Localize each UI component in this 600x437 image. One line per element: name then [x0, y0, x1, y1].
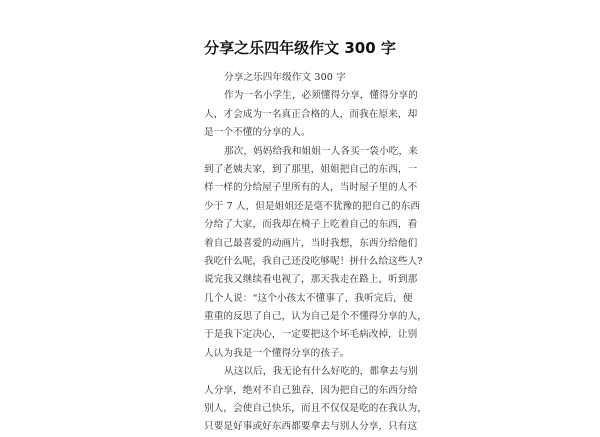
- body-line: 于是我下定决心，一定要把这个坏毛病改掉，让别: [204, 329, 418, 341]
- body-line: 说完我又继续看电视了，那天我走在路上，听到那: [204, 274, 418, 286]
- document-title: 分享之乐四年级作文 300 字: [204, 39, 396, 57]
- body-line: 从这以后，我无论有什么好吃的，都拿去与别: [224, 366, 418, 378]
- body-line: 别人，会使自己快乐，而且不仅仅是吃的在我认为，: [204, 403, 427, 415]
- body-line: 样一样的分给屋子里所有的人，当时屋子里的人不: [204, 182, 418, 194]
- body-line: 少于 7 人，但是姐姐还是毫不犹豫的把自己的东西: [204, 200, 421, 212]
- body-line: 重重的反思了自己，认为自己是个不懂得分享的人，: [204, 311, 427, 323]
- body-line: 那次，妈妈给我和姐姐一人各买一袋小吃，来: [224, 145, 418, 157]
- document-body: [204, 69, 427, 437]
- body-line: 只要是好事或好东西都要拿去与别人分享，只有这: [204, 421, 418, 433]
- body-line: 人，才会成为一名真正合格的人，而我在原来，却: [204, 108, 418, 120]
- body-line: 人分享，绝对不自己独吞，因为把自己的东西分给: [204, 384, 418, 396]
- body-line: 我吃什么呢，我自己还没吃够呢！拼什么给这些人?: [204, 255, 423, 267]
- body-line: 人认为我是一个懂得分享的孩子。: [204, 347, 350, 359]
- body-line: 到了老姨夫家，到了那里，姐姐把自己的东西，一: [204, 163, 418, 175]
- body-line: 分给了大家，而我却在椅子上吃着自己的东西，看: [204, 219, 418, 231]
- body-line: 作为一名小学生，必须懂得分享，懂得分享的: [224, 90, 418, 102]
- body-line: 几个人说：“这个小孩太不懂事了，我听完后，便: [204, 292, 413, 304]
- body-line: 是一个不懂的分享的人。: [204, 127, 311, 139]
- body-line: 分享之乐四年级作文 300 字: [224, 72, 346, 83]
- body-line: 着自己最喜爱的动画片，当时我想，东西分给他们: [204, 237, 418, 249]
